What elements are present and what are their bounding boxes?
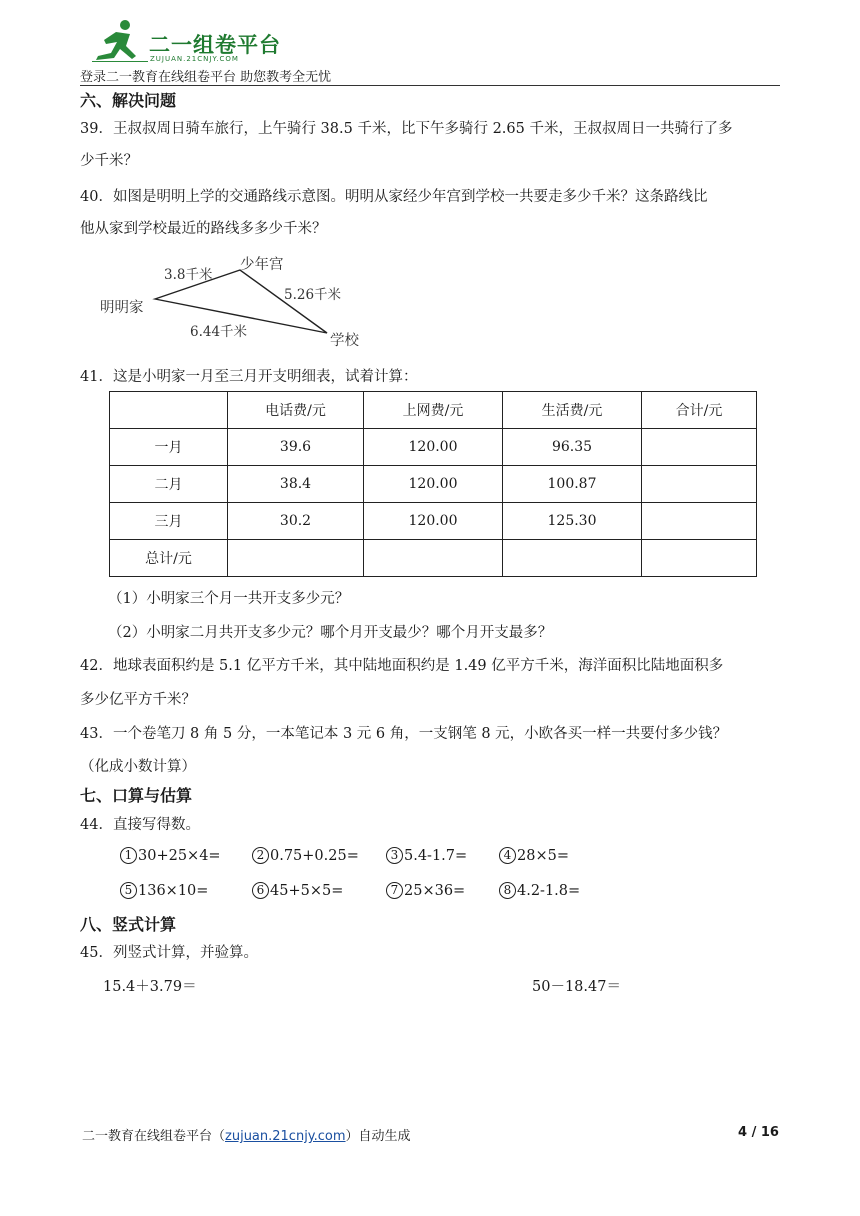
table-cell [503, 540, 642, 577]
label-school: 学校 [330, 333, 359, 349]
question-text: 如图是明明上学的交通路线示意图。明明从家经少年宫到学校一共要走多少千米？这条路线比 [112, 189, 708, 205]
footer-source [82, 1125, 411, 1144]
question-text-cont: 多少亿平方千米？ [80, 692, 196, 708]
math-item [252, 882, 343, 899]
circled-number: 6 [252, 882, 269, 899]
table-cell [228, 540, 364, 577]
expense-table [109, 391, 757, 577]
math-expression: 45+5×5= [270, 883, 344, 899]
math-item [499, 847, 569, 864]
table-cell: 30.2 [228, 503, 364, 540]
table-header-cell: 电话费/元 [228, 392, 364, 429]
math-expression: 4.2-1.8= [517, 883, 581, 899]
table-row [110, 466, 757, 503]
math-expression: 25×36= [404, 883, 466, 899]
footer-link[interactable]: zujuan.21cnjy.com [225, 1129, 346, 1144]
question-number: 43． [80, 726, 113, 742]
question-text: 地球表面积约是 5.1 亿平方千米，其中陆地面积约是 1.49 亿平方千米，海洋面积比陆地面积多 [112, 658, 724, 674]
sub-question-2: （2）小明家二月共开支多少元？哪个月开支最少？哪个月开支最多？ [108, 625, 553, 641]
math-item [252, 847, 359, 864]
question-text-cont: 少千米？ [80, 153, 138, 169]
math-item [499, 882, 580, 899]
question-text: 这是小明家一月至三月开支明细表，试着计算： [112, 369, 418, 385]
question-text-cont: 他从家到学校最近的路线多多少千米？ [80, 221, 327, 237]
table-cell: 二月 [110, 466, 228, 503]
table-cell: 总计/元 [110, 540, 228, 577]
page-number: 4 / 16 [738, 1125, 779, 1140]
circled-number: 4 [499, 847, 516, 864]
footer-suffix: ）自动生成 [345, 1129, 411, 1144]
table-header-cell [110, 392, 228, 429]
question-number: 41． [80, 369, 113, 385]
math-item [120, 882, 208, 899]
math-item [386, 847, 467, 864]
question-text: 一个卷笔刀 8 角 5 分，一本笔记本 3 元 6 角，一支钢笔 8 元，小欧各买一样一共要付多少钱？ [112, 726, 728, 742]
table-cell: 125.30 [503, 503, 642, 540]
question-number: 44． [80, 817, 113, 833]
distance-home-palace: 3.8千米 [164, 267, 213, 283]
question-number: 45． [80, 945, 113, 961]
label-home: 明明家 [100, 300, 144, 316]
table-cell: 120.00 [364, 466, 503, 503]
question-45 [80, 941, 258, 962]
logo-text: 二一组卷平台 [149, 33, 281, 57]
table-cell [642, 429, 757, 466]
table-cell: 39.6 [228, 429, 364, 466]
logo-subtext: ZUJUAN.21CNJY.COM [150, 55, 239, 63]
slogan: 登录二一教育在线组卷平台 助您教考全无忧 [80, 70, 332, 85]
circled-number: 1 [120, 847, 137, 864]
vertical-calc-2: 50－18.47＝ [532, 979, 621, 995]
math-expression: 136×10= [138, 883, 209, 899]
table-row [110, 429, 757, 466]
question-41 [80, 365, 417, 386]
math-expression: 30+25×4= [138, 848, 221, 864]
question-text-cont: （化成小数计算） [80, 759, 196, 775]
label-youth-palace: 少年宫 [240, 257, 284, 273]
table-cell: 120.00 [364, 503, 503, 540]
footer-prefix: 二一教育在线组卷平台（ [82, 1129, 226, 1144]
table-header-cell: 合计/元 [642, 392, 757, 429]
question-text: 王叔叔周日骑车旅行，上午骑行 38.5 千米，比下午多骑行 2.65 千米，王叔叔周日一共骑行了多 [112, 121, 733, 137]
table-cell: 三月 [110, 503, 228, 540]
table-cell: 38.4 [228, 466, 364, 503]
circled-number: 3 [386, 847, 403, 864]
math-item [386, 882, 465, 899]
math-item [120, 847, 221, 864]
header-divider [80, 85, 780, 86]
sub-question-1: （1）小明家三个月一共开支多少元？ [108, 591, 350, 607]
circled-number: 2 [252, 847, 269, 864]
table-header-row [110, 392, 757, 429]
runner-logo-icon [92, 18, 148, 62]
question-text: 列竖式计算，并验算。 [112, 945, 258, 961]
table-cell: 96.35 [503, 429, 642, 466]
math-expression: 5.4-1.7= [404, 848, 468, 864]
table-cell: 100.87 [503, 466, 642, 503]
table-header-cell: 生活费/元 [503, 392, 642, 429]
distance-home-school: 6.44千米 [190, 324, 248, 340]
question-text: 直接写得数。 [112, 817, 200, 833]
circled-number: 5 [120, 882, 137, 899]
table-cell [642, 503, 757, 540]
math-expression: 28×5= [517, 848, 569, 864]
question-number: 40． [80, 189, 113, 205]
table-cell [642, 466, 757, 503]
table-cell: 120.00 [364, 429, 503, 466]
circled-number: 8 [499, 882, 516, 899]
vertical-calc-1: 15.4＋3.79＝ [103, 979, 197, 995]
table-cell [642, 540, 757, 577]
math-expression: 0.75+0.25= [270, 848, 359, 864]
table-header-cell: 上网费/元 [364, 392, 503, 429]
table-row [110, 540, 757, 577]
section-title-8: 八、竖式计算 [80, 915, 177, 934]
table-cell [364, 540, 503, 577]
table-row [110, 503, 757, 540]
section-title-6: 六、解决问题 [80, 91, 177, 110]
question-44 [80, 813, 200, 834]
distance-palace-school: 5.26千米 [284, 287, 342, 303]
section-title-7: 七、口算与估算 [80, 786, 193, 805]
circled-number: 7 [386, 882, 403, 899]
question-number: 39． [80, 121, 113, 137]
table-cell: 一月 [110, 429, 228, 466]
question-number: 42． [80, 658, 113, 674]
